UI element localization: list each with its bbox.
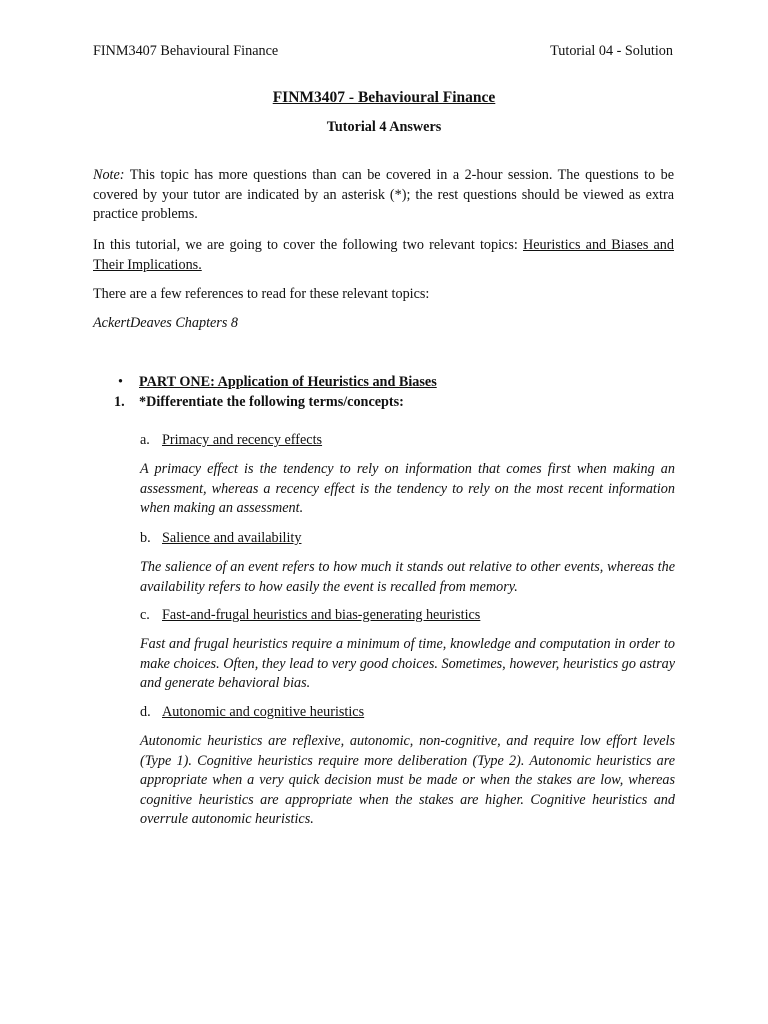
note-paragraph [93, 166, 674, 225]
item-letter: b. [140, 530, 151, 546]
item-letter: d. [140, 704, 151, 720]
question-text: *Differentiate the following terms/concepts: [139, 394, 404, 410]
note-text: This topic has more questions than can be covered in a 2-hour session. The questions to be covered by your tutor are indicated by an asterisk (*); the rest questions should be viewed as extra practice problems. [93, 167, 674, 222]
question-heading [114, 393, 404, 413]
document-subtitle: Tutorial 4 Answers [326, 119, 442, 135]
part-title: PART ONE: Application of Heuristics and Biases [139, 374, 437, 390]
intro-paragraph [93, 236, 674, 275]
item-b-answer: The salience of an event refers to how much it stands out relative to other events, whereas the availability refers to how easily the event is recalled from memory. [140, 559, 675, 595]
part-heading [118, 373, 437, 393]
bullet-glyph: • [118, 374, 123, 390]
item-c-answer: Fast and frugal heuristics require a minimum of time, knowledge and computation in order to make choices. Often, they lead to very good choices. Sometimes, however, heuristics go astray and generate behavioral bias. [140, 636, 675, 691]
item-c-heading [140, 606, 480, 626]
item-b-heading [140, 529, 301, 549]
item-d-heading [140, 703, 364, 723]
intro-topics: Heuristics and Biases and Their Implications. [93, 237, 674, 273]
item-letter: a. [140, 432, 150, 448]
item-letter: c. [140, 607, 150, 623]
item-d-answer: Autonomic heuristics are reflexive, autonomic, non-cognitive, and require low effort levels (Type 1). Cognitive heuristics require more deliberation (Type 2). Autonomic heuristics are appropriate when a very quick decision must be made or when the stakes are low, whereas cognitive heuristics are appropriate when the stakes are higher. Cognitive heuristics and overrule autonomic heuristics. [140, 733, 675, 827]
document-title: FINM3407 - Behavioural Finance [272, 89, 496, 106]
note-label: Note: [93, 167, 125, 183]
item-heading: Autonomic and cognitive heuristics [162, 704, 365, 720]
question-number: 1. [114, 394, 125, 410]
item-a-heading [140, 431, 322, 451]
references-intro: There are a few references to read for these relevant topics: [93, 286, 430, 302]
references-list: AckertDeaves Chapters 8 [93, 315, 238, 331]
page-header [93, 42, 673, 62]
item-a-answer: A primacy effect is the tendency to rely on information that comes first when making an assessment, whereas a recency effect is the tendency to rely on the most recent information when making an assessment. [140, 461, 675, 516]
intro-text: In this tutorial, we are going to cover the following two relevant topics: [93, 237, 523, 253]
header-tutorial: Tutorial 04 - Solution [550, 43, 673, 59]
header-course: FINM3407 Behavioural Finance [93, 43, 279, 59]
item-heading: Primacy and recency effects [162, 432, 323, 448]
item-heading: Salience and availability [162, 530, 302, 546]
item-heading: Fast-and-frugal heuristics and bias-generating heuristics [162, 607, 481, 623]
